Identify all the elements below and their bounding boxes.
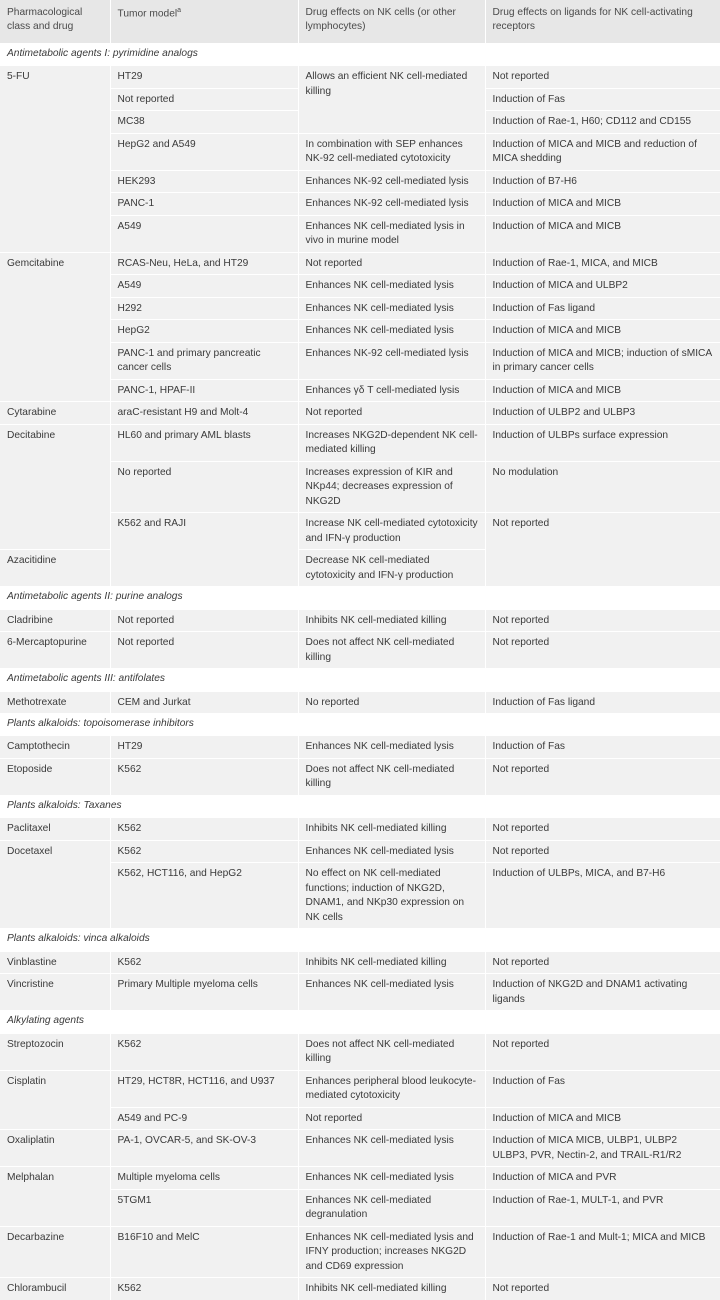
ligand-effect-cell: Not reported: [485, 818, 720, 840]
table-body: [0, 44, 720, 1300]
header-nk-effects: Drug effects on NK cells (or other lymphocytes): [298, 0, 485, 44]
section-title: Antimetabolic agents I: pyrimidine analogs: [0, 44, 720, 66]
drug-cell: Etoposide: [0, 758, 110, 795]
section-row: [0, 713, 720, 735]
tumor-model-cell: HepG2 and A549: [110, 133, 298, 170]
drug-cell: Paclitaxel: [0, 818, 110, 840]
table-row: [0, 632, 720, 669]
drug-cell: 6-Mercaptopurine: [0, 632, 110, 669]
table-row: [0, 1167, 720, 1189]
nk-effect-cell: Decrease NK cell-mediated cytotoxicity and IFN-γ production: [298, 550, 485, 587]
ligand-effect-cell: Induction of Fas: [485, 1070, 720, 1107]
nk-effect-cell: Enhances NK cell-mediated lysis: [298, 974, 485, 1011]
table-row: [0, 609, 720, 631]
table-row: [0, 402, 720, 424]
table-row: [0, 1278, 720, 1300]
tumor-model-cell: Not reported: [110, 632, 298, 669]
tumor-model-cell: No reported: [110, 461, 298, 512]
drug-cell: Streptozocin: [0, 1033, 110, 1070]
tumor-model-cell: Not reported: [110, 88, 298, 110]
ligand-effect-cell: Induction of MICA and MICB: [485, 379, 720, 401]
tumor-model-cell: A549: [110, 275, 298, 297]
ligand-effect-cell: Induction of Fas ligand: [485, 691, 720, 713]
tumor-model-cell: HepG2: [110, 320, 298, 342]
nk-effect-cell: No reported: [298, 691, 485, 713]
drug-cell: 5-FU: [0, 66, 110, 252]
table-row: [0, 840, 720, 862]
tumor-model-cell: HL60 and primary AML blasts: [110, 424, 298, 461]
tumor-model-cell: K562: [110, 818, 298, 840]
tumor-model-cell: A549: [110, 215, 298, 252]
tumor-model-cell: K562 and RAJI: [110, 513, 298, 587]
tumor-model-cell: Primary Multiple myeloma cells: [110, 974, 298, 1011]
tumor-model-cell: A549 and PC-9: [110, 1107, 298, 1129]
nk-effect-cell: Increases NKG2D-dependent NK cell-mediated killing: [298, 424, 485, 461]
tumor-model-cell: RCAS-Neu, HeLa, and HT29: [110, 252, 298, 274]
ligand-effect-cell: Not reported: [485, 1033, 720, 1070]
nk-effect-cell: Does not affect NK cell-mediated killing: [298, 632, 485, 669]
nk-effect-cell: Increases expression of KIR and NKp44; decreases expression of NKG2D: [298, 461, 485, 512]
tumor-model-cell: CEM and Jurkat: [110, 691, 298, 713]
drug-cell: Oxaliplatin: [0, 1130, 110, 1167]
nk-effect-cell: In combination with SEP enhances NK-92 cell-mediated cytotoxicity: [298, 133, 485, 170]
drug-cell: Decarbazine: [0, 1226, 110, 1277]
nk-effect-cell: Enhances NK cell-mediated lysis: [298, 840, 485, 862]
section-row: [0, 929, 720, 951]
tumor-model-cell: K562: [110, 758, 298, 795]
nk-effect-cell: Enhances NK-92 cell-mediated lysis: [298, 342, 485, 379]
ligand-effect-cell: Not reported: [485, 513, 720, 587]
table-row: [0, 1033, 720, 1070]
nk-effect-cell: Enhances NK cell-mediated lysis: [298, 297, 485, 319]
nk-effect-cell: Enhances peripheral blood leukocyte-mediated cytotoxicity: [298, 1070, 485, 1107]
tumor-model-cell: B16F10 and MelC: [110, 1226, 298, 1277]
section-row: [0, 1011, 720, 1033]
ligand-effect-cell: Induction of MICA and MICB: [485, 215, 720, 252]
drug-cell: Chlorambucil: [0, 1278, 110, 1300]
tumor-model-cell: PA-1, OVCAR-5, and SK-OV-3: [110, 1130, 298, 1167]
ligand-effect-cell: Induction of ULBPs, MICA, and B7-H6: [485, 863, 720, 929]
ligand-effect-cell: Induction of ULBPs surface expression: [485, 424, 720, 461]
tumor-model-cell: K562: [110, 840, 298, 862]
section-title: Alkylating agents: [0, 1011, 720, 1033]
tumor-model-cell: Multiple myeloma cells: [110, 1167, 298, 1189]
drug-cell: Melphalan: [0, 1167, 110, 1226]
table-row: [0, 1130, 720, 1167]
ligand-effect-cell: Not reported: [485, 951, 720, 973]
nk-effect-cell: Enhances NK cell-mediated lysis and IFNΥ production; increases NKG2D and CD69 expression: [298, 1226, 485, 1277]
ligand-effect-cell: Induction of MICA and ULBP2: [485, 275, 720, 297]
table-row: [0, 951, 720, 973]
nk-effect-cell: Does not affect NK cell-mediated killing: [298, 758, 485, 795]
tumor-model-cell: K562: [110, 1033, 298, 1070]
drug-cell: Cisplatin: [0, 1070, 110, 1129]
nk-effect-cell: No effect on NK cell-mediated functions; induction of NKG2D, DNAM1, and NKp30 expression on NK cells: [298, 863, 485, 929]
nk-effect-cell: Enhances NK-92 cell-mediated lysis: [298, 193, 485, 215]
drug-cell: Azacitidine: [0, 550, 110, 587]
footnote-marker: a: [177, 7, 182, 14]
header-tumor-model-label: Tumor model: [117, 8, 178, 20]
tumor-model-cell: HT29: [110, 736, 298, 758]
section-row: [0, 587, 720, 609]
table-row: [0, 736, 720, 758]
nk-effect-cell: Enhances NK cell-mediated degranulation: [298, 1189, 485, 1226]
ligand-effect-cell: Not reported: [485, 66, 720, 88]
nk-effect-cell: Enhances NK cell-mediated lysis in vivo in murine model: [298, 215, 485, 252]
ligand-effect-cell: Induction of MICA and MICB: [485, 320, 720, 342]
section-row: [0, 669, 720, 691]
tumor-model-cell: HT29, HCT8R, HCT116, and U937: [110, 1070, 298, 1107]
tumor-model-cell: HEK293: [110, 170, 298, 192]
section-title: Plants alkaloids: vinca alkaloids: [0, 929, 720, 951]
nk-effect-cell: Inhibits NK cell-mediated killing: [298, 951, 485, 973]
ligand-effect-cell: Not reported: [485, 632, 720, 669]
nk-effect-cell: Enhances NK-92 cell-mediated lysis: [298, 170, 485, 192]
drug-cell: Gemcitabine: [0, 252, 110, 401]
nk-effect-cell: Enhances NK cell-mediated lysis: [298, 1130, 485, 1167]
tumor-model-cell: K562: [110, 1278, 298, 1300]
nk-effect-cell: Inhibits NK cell-mediated killing: [298, 818, 485, 840]
nk-effect-cell: Inhibits NK cell-mediated killing: [298, 1278, 485, 1300]
ligand-effect-cell: Induction of MICA and PVR: [485, 1167, 720, 1189]
ligand-effect-cell: Induction of ULBP2 and ULBP3: [485, 402, 720, 424]
nk-effect-cell: Not reported: [298, 402, 485, 424]
ligand-effect-cell: Induction of Rae-1, MULT-1, and PVR: [485, 1189, 720, 1226]
nk-effect-cell: Not reported: [298, 1107, 485, 1129]
header-ligand-effects: Drug effects on ligands for NK cell-activating receptors: [485, 0, 720, 44]
tumor-model-cell: PANC-1 and primary pancreatic cancer cells: [110, 342, 298, 379]
tumor-model-cell: 5TGM1: [110, 1189, 298, 1226]
header-row: [0, 0, 720, 44]
drug-cell: Camptothecin: [0, 736, 110, 758]
ligand-effect-cell: Induction of Rae-1 and Mult-1; MICA and MICB: [485, 1226, 720, 1277]
ligand-effect-cell: Not reported: [485, 758, 720, 795]
table-row: [0, 424, 720, 461]
ligand-effect-cell: Not reported: [485, 1278, 720, 1300]
ligand-effect-cell: Induction of Fas ligand: [485, 297, 720, 319]
ligand-effect-cell: Induction of Fas: [485, 88, 720, 110]
tumor-model-cell: K562: [110, 951, 298, 973]
nk-effect-cell: Inhibits NK cell-mediated killing: [298, 609, 485, 631]
ligand-effect-cell: Induction of MICA and MICB: [485, 1107, 720, 1129]
table-row: [0, 1070, 720, 1107]
header-drug: Pharmacological class and drug: [0, 0, 110, 44]
table-row: [0, 66, 720, 88]
nk-effect-cell: Enhances NK cell-mediated lysis: [298, 1167, 485, 1189]
drug-cell: Vinblastine: [0, 951, 110, 973]
nk-effect-cell: Enhances NK cell-mediated lysis: [298, 320, 485, 342]
ligand-effect-cell: Not reported: [485, 840, 720, 862]
section-title: Antimetabolic agents II: purine analogs: [0, 587, 720, 609]
tumor-model-cell: PANC-1: [110, 193, 298, 215]
drug-cell: Decitabine: [0, 424, 110, 549]
ligand-effect-cell: Induction of Rae-1, H60; CD112 and CD155: [485, 111, 720, 133]
table-row: [0, 818, 720, 840]
drug-cell: Vincristine: [0, 974, 110, 1011]
ligand-effect-cell: Induction of MICA MICB, ULBP1, ULBP2 ULBP3, PVR, Nectin-2, and TRAIL-R1/R2: [485, 1130, 720, 1167]
section-title: Plants alkaloids: Taxanes: [0, 795, 720, 817]
tumor-model-cell: H292: [110, 297, 298, 319]
tumor-model-cell: PANC-1, HPAF-II: [110, 379, 298, 401]
drug-cell: Cladribine: [0, 609, 110, 631]
ligand-effect-cell: Induction of NKG2D and DNAM1 activating ligands: [485, 974, 720, 1011]
tumor-model-cell: K562, HCT116, and HepG2: [110, 863, 298, 929]
ligand-effect-cell: Induction of Fas: [485, 736, 720, 758]
table-row: [0, 691, 720, 713]
nk-effect-cell: Allows an efficient NK cell-mediated killing: [298, 66, 485, 133]
nk-effect-cell: Enhances γδ T cell-mediated lysis: [298, 379, 485, 401]
nk-effect-cell: Enhances NK cell-mediated lysis: [298, 736, 485, 758]
drug-cell: Cytarabine: [0, 402, 110, 424]
tumor-model-cell: MC38: [110, 111, 298, 133]
tumor-model-cell: Not reported: [110, 609, 298, 631]
table-row: [0, 974, 720, 1011]
table-row: [0, 252, 720, 274]
ligand-effect-cell: Not reported: [485, 609, 720, 631]
section-title: Antimetabolic agents III: antifolates: [0, 669, 720, 691]
ligand-effect-cell: Induction of B7-H6: [485, 170, 720, 192]
table-row: [0, 1226, 720, 1277]
section-title: Plants alkaloids: topoisomerase inhibitors: [0, 713, 720, 735]
tumor-model-cell: HT29: [110, 66, 298, 88]
nk-effect-cell: Enhances NK cell-mediated lysis: [298, 275, 485, 297]
ligand-effect-cell: Induction of MICA and MICB: [485, 193, 720, 215]
ligand-effect-cell: Induction of MICA and MICB; induction of sMICA in primary cancer cells: [485, 342, 720, 379]
section-row: [0, 44, 720, 66]
nk-effect-cell: Not reported: [298, 252, 485, 274]
header-tumor-model: [110, 0, 298, 44]
drug-cell: Docetaxel: [0, 840, 110, 928]
section-row: [0, 795, 720, 817]
nk-effect-cell: Increase NK cell-mediated cytotoxicity and IFN-γ production: [298, 513, 485, 550]
tumor-model-cell: araC-resistant H9 and Molt-4: [110, 402, 298, 424]
drug-cell: Methotrexate: [0, 691, 110, 713]
ligand-effect-cell: Induction of Rae-1, MICA, and MICB: [485, 252, 720, 274]
ligand-effect-cell: Induction of MICA and MICB and reduction of MICA shedding: [485, 133, 720, 170]
table-row: [0, 758, 720, 795]
nk-effect-cell: Does not affect NK cell-mediated killing: [298, 1033, 485, 1070]
ligand-effect-cell: No modulation: [485, 461, 720, 512]
